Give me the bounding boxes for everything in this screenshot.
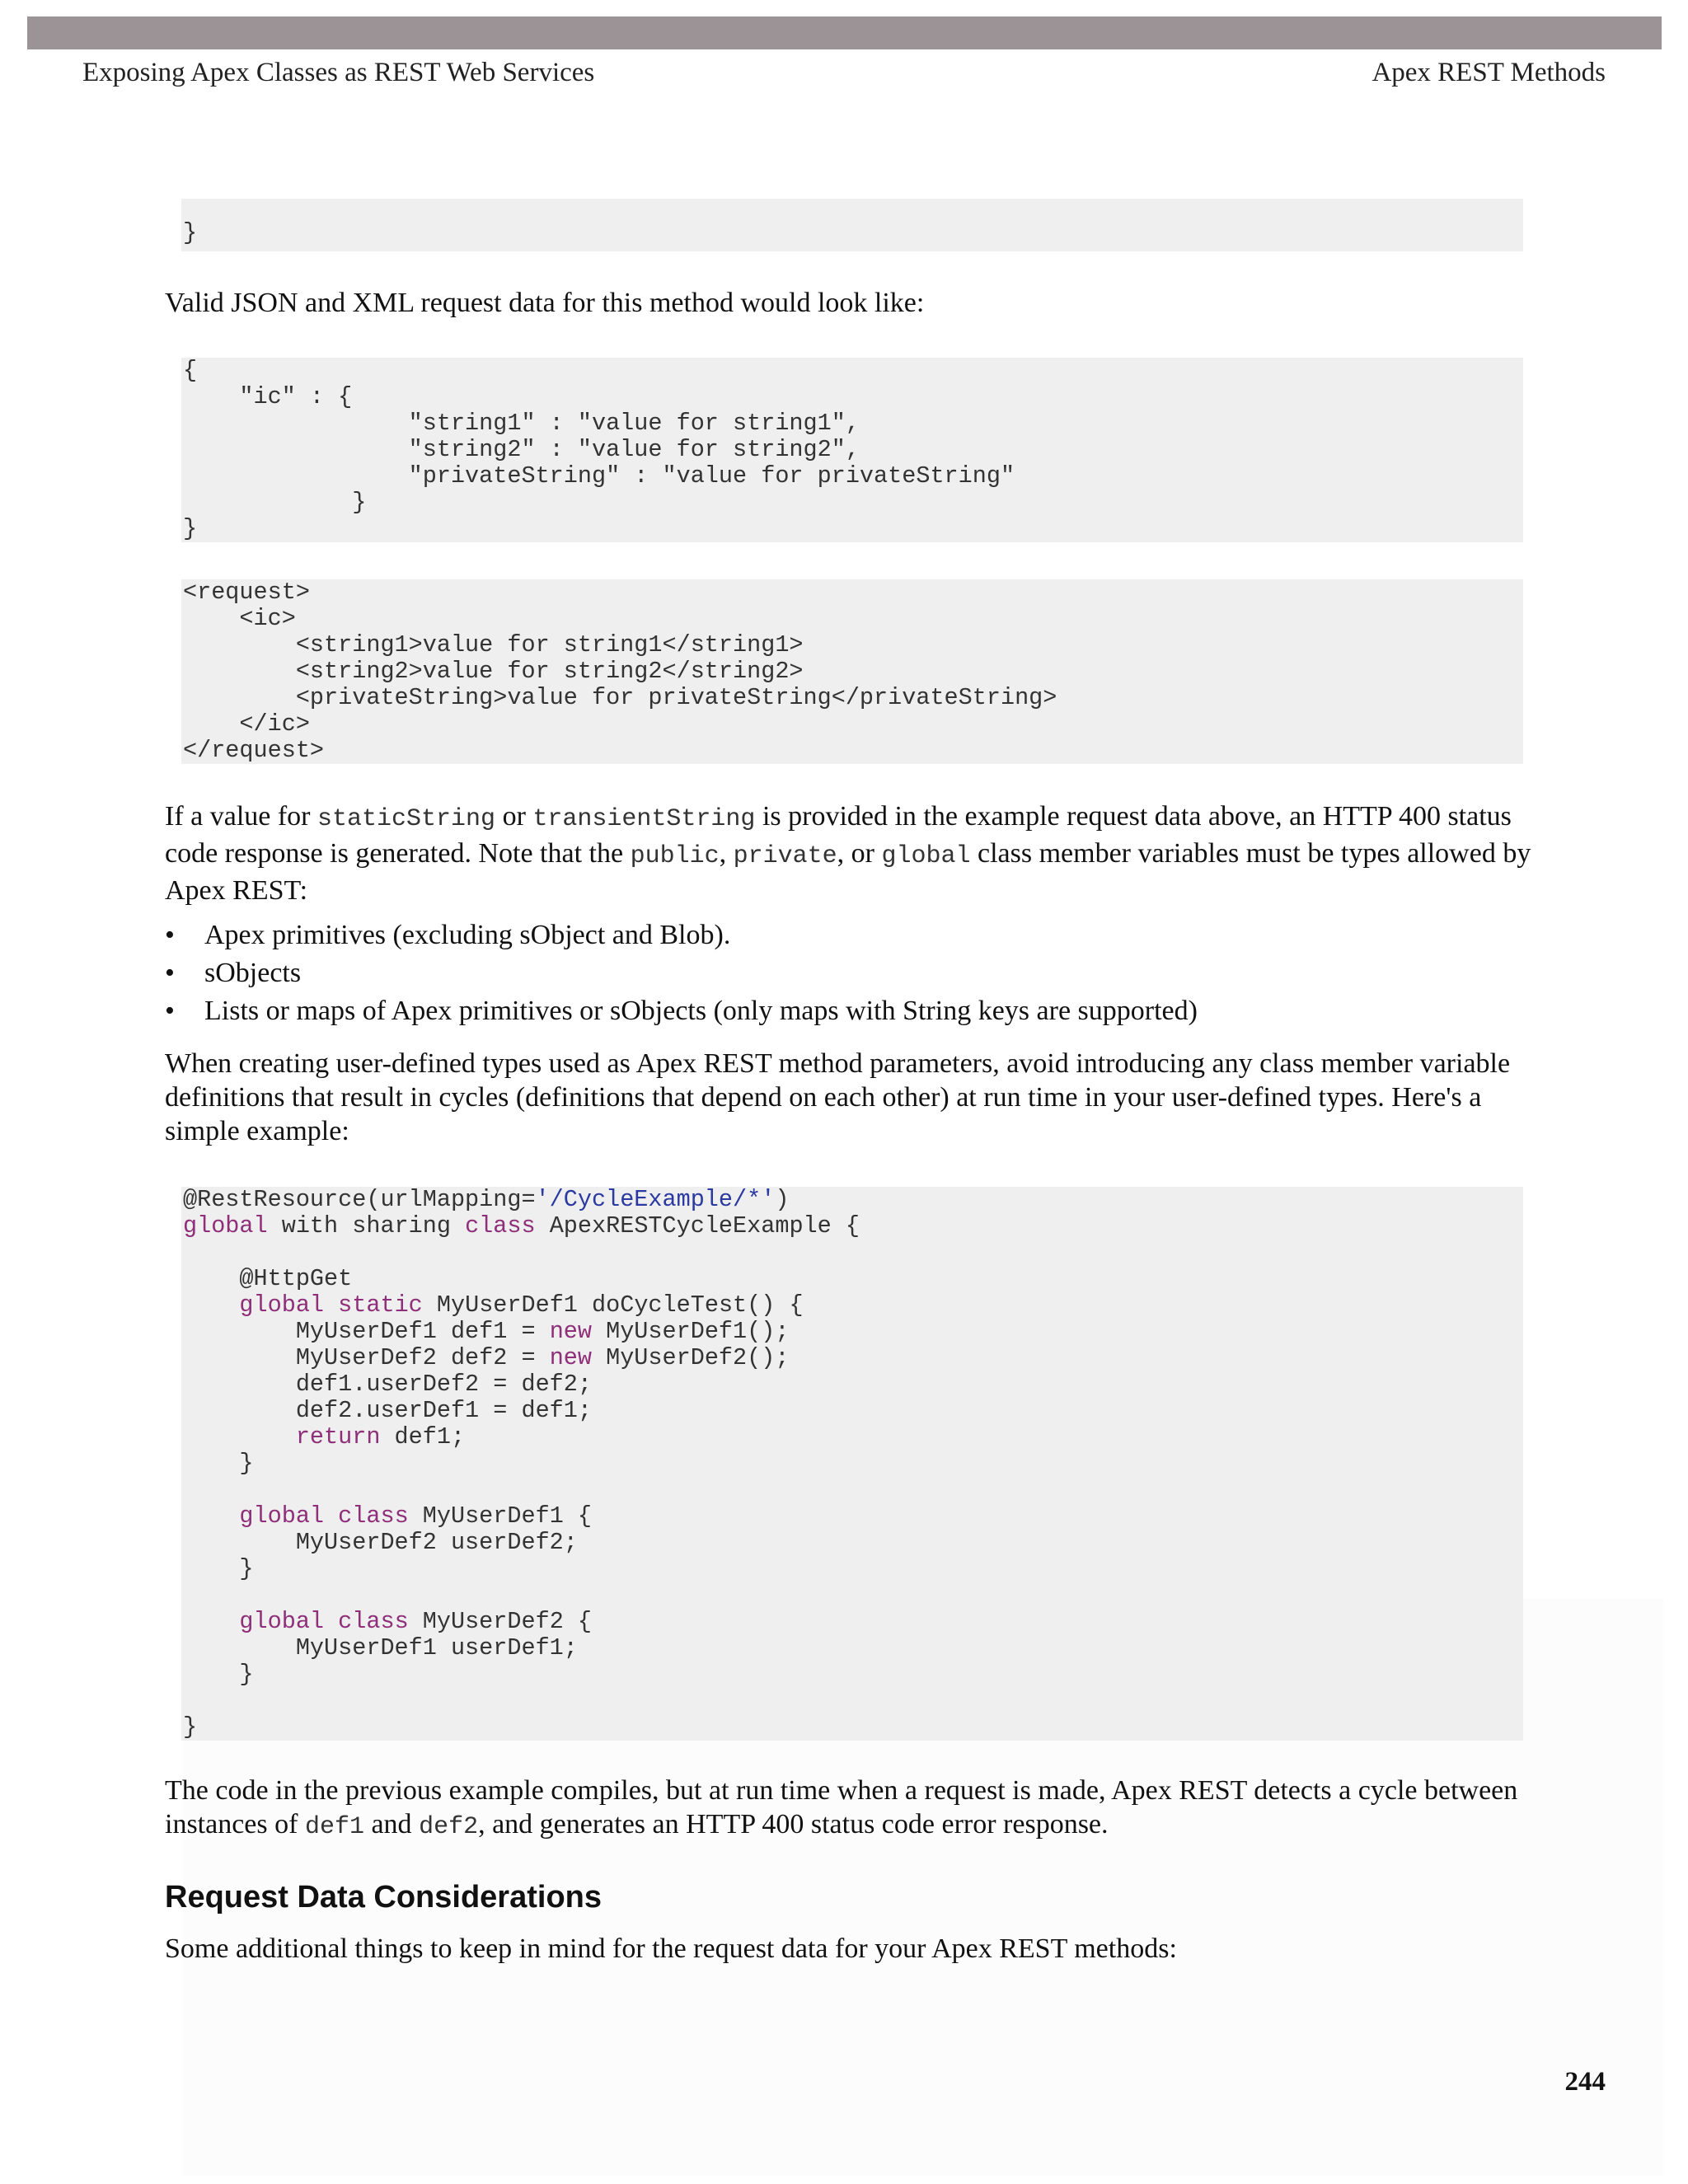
compiles-paragraph: The code in the previous example compiles, but at run time when a request is made, Apex REST detects a cycle between instances of def1 and def2, and generates an HTTP 400 status code error response. — [165, 1775, 1518, 1841]
code-token: def1.userDef2 = def2; — [183, 1371, 592, 1398]
code-token — [183, 1291, 239, 1319]
inline-code: staticString — [317, 805, 496, 833]
code-token: MyUserDef2 def2 = — [183, 1344, 550, 1371]
code-token — [183, 1423, 296, 1451]
code-line: "string1" : "value for string1", — [183, 410, 860, 437]
code-token: def1; — [380, 1423, 466, 1451]
bullet-icon: • — [165, 920, 175, 950]
code-line: <privateString>value for privateString</privateString> — [183, 684, 1057, 711]
inline-code: global — [881, 842, 971, 870]
bullet-icon: • — [165, 996, 175, 1026]
code-line — [183, 1714, 1523, 1741]
list-item: • sObjects — [165, 954, 1550, 992]
cycles-paragraph: When creating user-defined types used as Apex REST method parameters, avoid introducing any class member variable definitions that result in cycles (definitions that depend on each other) at run time in your user-defined types. Here's a simple example: — [165, 1048, 1511, 1146]
code-line — [183, 1635, 1523, 1661]
code-token: MyUserDef2(); — [592, 1344, 790, 1371]
code-line — [183, 1371, 1523, 1398]
code-line: <string2>value for string2</string2> — [183, 658, 804, 685]
code-token: return — [295, 1423, 381, 1451]
code-token: MyUserDef1 userDef1; — [183, 1634, 578, 1661]
code-line — [183, 1266, 1523, 1292]
code-line: { — [183, 358, 198, 384]
code-token: MyUserDef1 { — [408, 1502, 593, 1530]
header-section-title: Apex REST Methods — [1372, 58, 1606, 87]
code-token: with sharing — [267, 1212, 466, 1240]
code-line: </request> — [183, 737, 325, 764]
inline-code: private — [733, 842, 837, 870]
code-line — [183, 1292, 1523, 1319]
page-header — [82, 54, 1606, 91]
code-token: new — [549, 1318, 592, 1345]
code-line — [183, 1187, 1523, 1213]
code-token: MyUserDef1(); — [592, 1318, 790, 1345]
inline-code: def1 — [304, 1813, 364, 1841]
page-number: 244 — [1564, 2067, 1606, 2097]
code-line: <ic> — [183, 605, 296, 632]
code-token: MyUserDef1 def1 = — [183, 1318, 550, 1345]
code-token — [324, 1502, 338, 1530]
code-token: } — [183, 1661, 254, 1688]
code-token — [183, 1608, 239, 1635]
inline-code: public — [630, 842, 720, 870]
code-line — [183, 1240, 1523, 1266]
list-item: • Apex primitives (excluding sObject and Blob). — [165, 916, 1550, 954]
code-token: '/CycleExample/*' — [535, 1187, 776, 1213]
inline-code: transientString — [532, 805, 756, 833]
code-line: "ic" : { — [183, 383, 353, 410]
code-token — [324, 1608, 338, 1635]
static-variables-paragraph: If a value for staticString or transientString is provided in the example request data above, an HTTP 400 status code response is generated. Note that the public, private, or global class member variables must be types allowed by Apex REST: — [165, 801, 1531, 906]
top-bar — [27, 16, 1662, 49]
code-line: } — [183, 515, 198, 542]
code-token: MyUserDef2 userDef2; — [183, 1529, 578, 1556]
bullet-icon: • — [165, 958, 175, 988]
code-token: static — [338, 1291, 423, 1319]
code-line — [183, 1345, 1523, 1371]
section-heading: Request Data Considerations — [165, 1880, 602, 1915]
code-line: <request> — [183, 579, 310, 606]
code-token: new — [549, 1344, 592, 1371]
code-token: global — [183, 1212, 268, 1240]
code-line: } — [183, 489, 367, 516]
code-token: global — [239, 1291, 325, 1319]
code-token: def2.userDef1 = def1; — [183, 1397, 592, 1424]
list-item: • Lists or maps of Apex primitives or sObjects (only maps with String keys are supported) — [165, 992, 1550, 1030]
code-token — [183, 1502, 239, 1530]
code-line — [183, 1661, 1523, 1688]
code-block-fragment — [181, 199, 1523, 251]
xml-request-code-block — [181, 579, 1523, 764]
code-line — [183, 1609, 1523, 1635]
code-line — [183, 1688, 1523, 1714]
code-token — [324, 1291, 338, 1319]
code-line — [183, 1503, 1523, 1530]
header-chapter-title: Exposing Apex Classes as REST Web Services — [82, 58, 595, 87]
code-line: } — [183, 219, 198, 246]
code-line — [183, 1451, 1523, 1477]
code-token: global — [239, 1502, 325, 1530]
code-token: MyUserDef2 { — [408, 1608, 593, 1635]
code-line: </ic> — [183, 710, 310, 738]
code-line — [183, 1398, 1523, 1424]
inline-code: def2 — [419, 1813, 479, 1841]
intro-paragraph: Valid JSON and XML request data for this method would look like: — [165, 288, 925, 318]
code-line — [183, 1556, 1523, 1582]
json-request-code-block — [181, 358, 1523, 542]
code-line: <string1>value for string1</string1> — [183, 631, 804, 658]
cycle-example-code-block — [181, 1187, 1523, 1741]
code-token: } — [183, 1555, 254, 1582]
code-token: class — [338, 1502, 409, 1530]
code-token: ApexRESTCycleExample { — [535, 1212, 860, 1240]
code-token: class — [338, 1608, 409, 1635]
code-token: @RestResource(urlMapping= — [183, 1187, 536, 1213]
code-token: global — [239, 1608, 325, 1635]
code-line: "privateString" : "value for privateString" — [183, 462, 1015, 490]
code-line — [183, 1319, 1523, 1345]
code-token: } — [183, 1450, 254, 1477]
code-line — [183, 1477, 1523, 1503]
code-line — [183, 1424, 1523, 1451]
code-line — [183, 1582, 1523, 1609]
considerations-paragraph: Some additional things to keep in mind for the request data for your Apex REST methods: — [165, 1933, 1177, 1964]
code-line — [183, 1530, 1523, 1556]
code-line — [183, 1213, 1523, 1240]
code-line: "string2" : "value for string2", — [183, 436, 860, 463]
code-token: MyUserDef1 doCycleTest() { — [422, 1291, 804, 1319]
code-token: } — [183, 1713, 198, 1741]
code-token: @HttpGet — [183, 1265, 353, 1292]
code-token: ) — [775, 1187, 790, 1213]
code-token: class — [465, 1212, 536, 1240]
allowed-types-list — [165, 916, 1550, 1030]
